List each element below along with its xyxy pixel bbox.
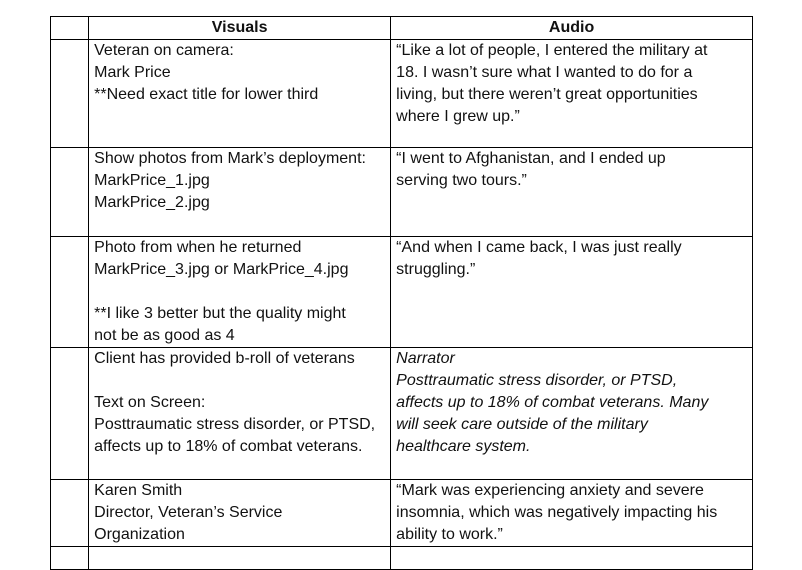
visuals-cell xyxy=(89,237,391,348)
visuals-line: Client has provided b-roll of veterans xyxy=(94,350,355,367)
narration-line: affects up to 18% of combat veterans. Many xyxy=(396,394,709,411)
table-row xyxy=(51,480,753,547)
narration-line: Posttraumatic stress disorder, or PTSD, xyxy=(396,372,678,389)
visuals-line: MarkPrice_2.jpg xyxy=(94,194,210,211)
narration-line: healthcare system. xyxy=(396,438,531,455)
row-number-cell xyxy=(51,480,89,547)
visuals-line: Photo from when he returned xyxy=(94,239,302,256)
visuals-line: Text on Screen: xyxy=(94,394,206,411)
narrator-label: Narrator xyxy=(396,350,455,367)
visuals-line: Mark Price xyxy=(94,64,171,81)
audio-line: serving two tours.” xyxy=(396,172,527,189)
visuals-line: Organization xyxy=(94,526,185,543)
visuals-line: Karen Smith xyxy=(94,482,183,499)
audio-cell xyxy=(391,348,753,480)
audio-cell xyxy=(391,237,753,348)
audio-line: struggling.” xyxy=(396,261,476,278)
header-blank-cell xyxy=(51,17,89,40)
row-number-cell xyxy=(51,547,89,570)
visuals-cell xyxy=(89,148,391,237)
visuals-line: **Need exact title for lower third xyxy=(94,86,319,103)
audio-line: insomnia, which was negatively impacting his xyxy=(396,504,718,521)
audio-cell xyxy=(391,40,753,148)
audio-line: “Mark was experiencing anxiety and severe xyxy=(396,482,704,499)
visuals-cell xyxy=(89,547,391,570)
audio-cell xyxy=(391,148,753,237)
table-row xyxy=(51,237,753,348)
header-row xyxy=(51,17,753,40)
audio-line: 18. I wasn’t sure what I wanted to do for a xyxy=(396,64,693,81)
visuals-line: Show photos from Mark’s deployment: xyxy=(94,150,366,167)
audio-line: “And when I came back, I was just really xyxy=(396,239,682,256)
blank-line xyxy=(94,281,385,303)
visuals-line: Veteran on camera: xyxy=(94,42,234,59)
row-number-cell xyxy=(51,237,89,348)
table-row xyxy=(51,348,753,480)
visuals-cell xyxy=(89,40,391,148)
table-row xyxy=(51,40,753,148)
audio-line: where I grew up.” xyxy=(396,108,520,125)
visuals-line: not be as good as 4 xyxy=(94,327,235,344)
visuals-line: MarkPrice_1.jpg xyxy=(94,172,210,189)
narration-line: will seek care outside of the military xyxy=(396,416,648,433)
header-visuals: Visuals xyxy=(89,17,391,40)
audio-line: living, but there weren’t great opportunities xyxy=(396,86,698,103)
visuals-line: **I like 3 better but the quality might xyxy=(94,305,346,322)
audio-line: “Like a lot of people, I entered the military at xyxy=(396,42,708,59)
script-table xyxy=(50,16,753,570)
row-number-cell xyxy=(51,40,89,148)
visuals-line: Director, Veteran’s Service xyxy=(94,504,283,521)
visuals-cell xyxy=(89,348,391,480)
audio-cell xyxy=(391,547,753,570)
visuals-line: affects up to 18% of combat veterans. xyxy=(94,438,363,455)
row-number-cell xyxy=(51,148,89,237)
header-audio: Audio xyxy=(391,17,753,40)
audio-cell xyxy=(391,480,753,547)
visuals-cell xyxy=(89,480,391,547)
audio-line: ability to work.” xyxy=(396,526,503,543)
table-row-empty xyxy=(51,547,753,570)
table-row xyxy=(51,148,753,237)
row-number-cell xyxy=(51,348,89,480)
blank-line xyxy=(94,370,385,392)
visuals-line: MarkPrice_3.jpg or MarkPrice_4.jpg xyxy=(94,261,349,278)
visuals-line: Posttraumatic stress disorder, or PTSD, xyxy=(94,416,376,433)
audio-line: “I went to Afghanistan, and I ended up xyxy=(396,150,666,167)
